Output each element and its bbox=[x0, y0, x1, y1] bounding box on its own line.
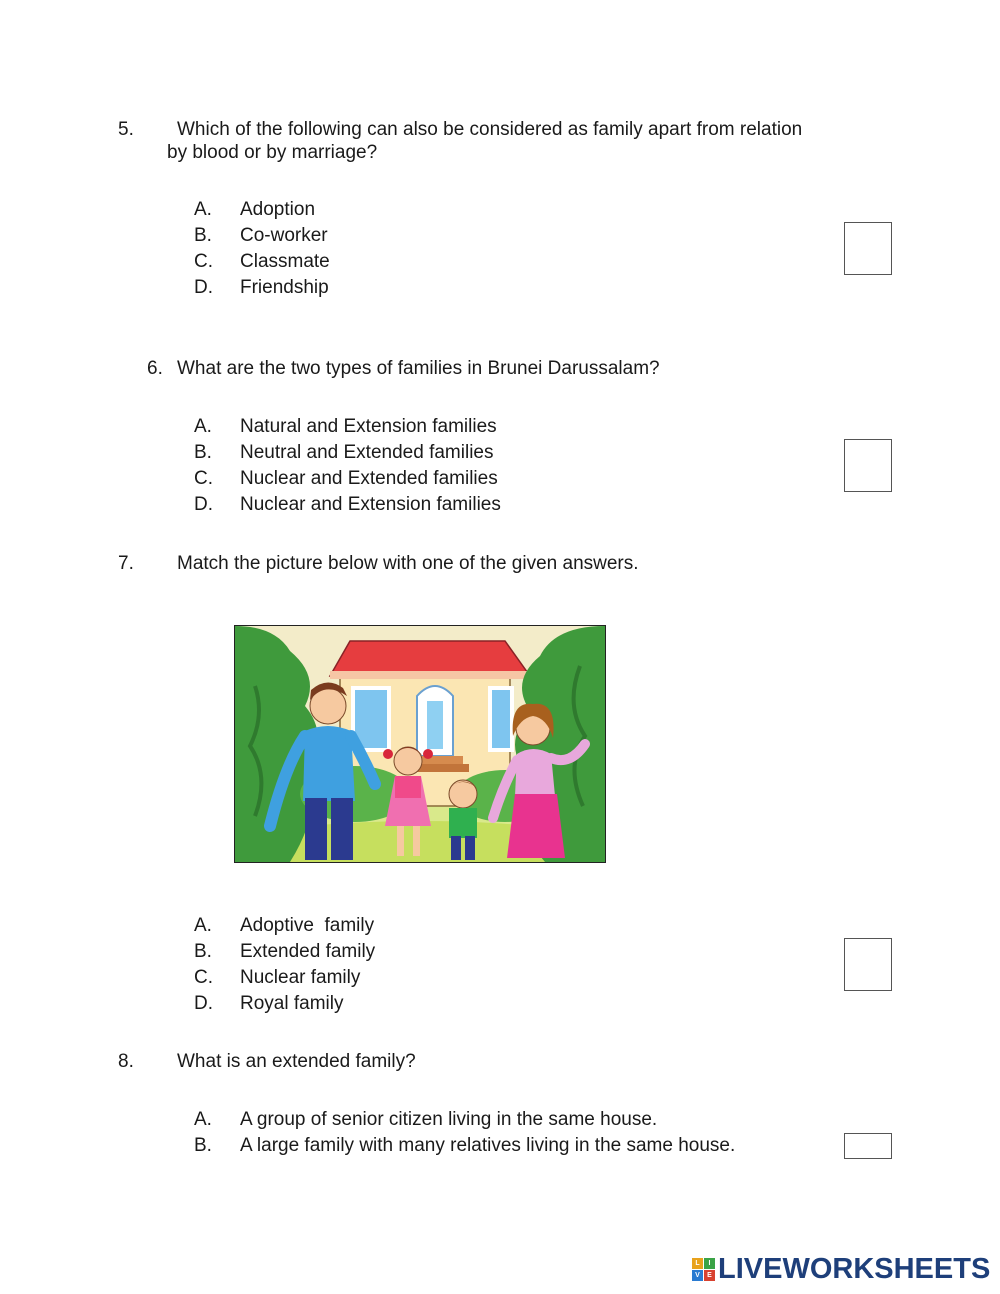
logo-tile: E bbox=[704, 1270, 715, 1281]
option-text: Extended family bbox=[240, 941, 376, 962]
family-house-illustration bbox=[234, 625, 606, 863]
option-letter: C. bbox=[194, 468, 213, 489]
option-letter: B. bbox=[194, 442, 212, 463]
option-letter: D. bbox=[194, 277, 213, 298]
option-letter: B. bbox=[194, 941, 212, 962]
option-letter: C. bbox=[194, 251, 213, 272]
option-text: Nuclear family bbox=[240, 967, 361, 988]
logo-tile: I bbox=[704, 1258, 715, 1269]
logo-tiles-icon bbox=[692, 1258, 715, 1281]
answer-box-q7[interactable] bbox=[844, 938, 892, 991]
question-number: 6. bbox=[147, 358, 163, 379]
question-text: Which of the following can also be considered as family apart from relation bbox=[177, 119, 803, 140]
option-text: A group of senior citizen living in the same house. bbox=[240, 1109, 658, 1130]
option-letter: A. bbox=[194, 416, 212, 437]
question-number: 7. bbox=[118, 553, 134, 574]
liveworksheets-logo bbox=[692, 1252, 990, 1286]
answer-box-q8[interactable] bbox=[844, 1133, 892, 1159]
option-letter: A. bbox=[194, 915, 212, 936]
option-text: Nuclear and Extension families bbox=[240, 494, 501, 515]
question-number: 8. bbox=[118, 1051, 134, 1072]
answer-box-q5[interactable] bbox=[844, 222, 892, 275]
option-letter: A. bbox=[194, 199, 212, 220]
option-text: Neutral and Extended families bbox=[240, 442, 494, 463]
question-text: Match the picture below with one of the given answers. bbox=[177, 553, 639, 574]
option-text: Friendship bbox=[240, 277, 329, 298]
option-text: Adoptive family bbox=[240, 915, 375, 936]
option-text: A large family with many relatives living in the same house. bbox=[240, 1135, 736, 1156]
option-text: Natural and Extension families bbox=[240, 416, 497, 437]
option-letter: A. bbox=[194, 1109, 212, 1130]
option-text: Co-worker bbox=[240, 225, 328, 246]
logo-text: LIVEWORKSHEETS bbox=[718, 1252, 991, 1285]
logo-tile: L bbox=[692, 1258, 703, 1269]
option-text: Classmate bbox=[240, 251, 330, 272]
logo-tile: V bbox=[692, 1270, 703, 1281]
option-text: Adoption bbox=[240, 199, 316, 220]
question-number: 5. bbox=[118, 119, 134, 140]
option-letter: D. bbox=[194, 494, 213, 515]
option-text: Nuclear and Extended families bbox=[240, 468, 498, 489]
option-letter: B. bbox=[194, 225, 212, 246]
question-text-continued: by blood or by marriage? bbox=[167, 142, 378, 163]
option-letter: B. bbox=[194, 1135, 212, 1156]
question-text: What are the two types of families in Brunei Darussalam? bbox=[177, 358, 660, 379]
question-text: What is an extended family? bbox=[177, 1051, 416, 1072]
answer-box-q6[interactable] bbox=[844, 439, 892, 492]
option-letter: D. bbox=[194, 993, 213, 1014]
option-letter: C. bbox=[194, 967, 213, 988]
option-text: Royal family bbox=[240, 993, 344, 1014]
